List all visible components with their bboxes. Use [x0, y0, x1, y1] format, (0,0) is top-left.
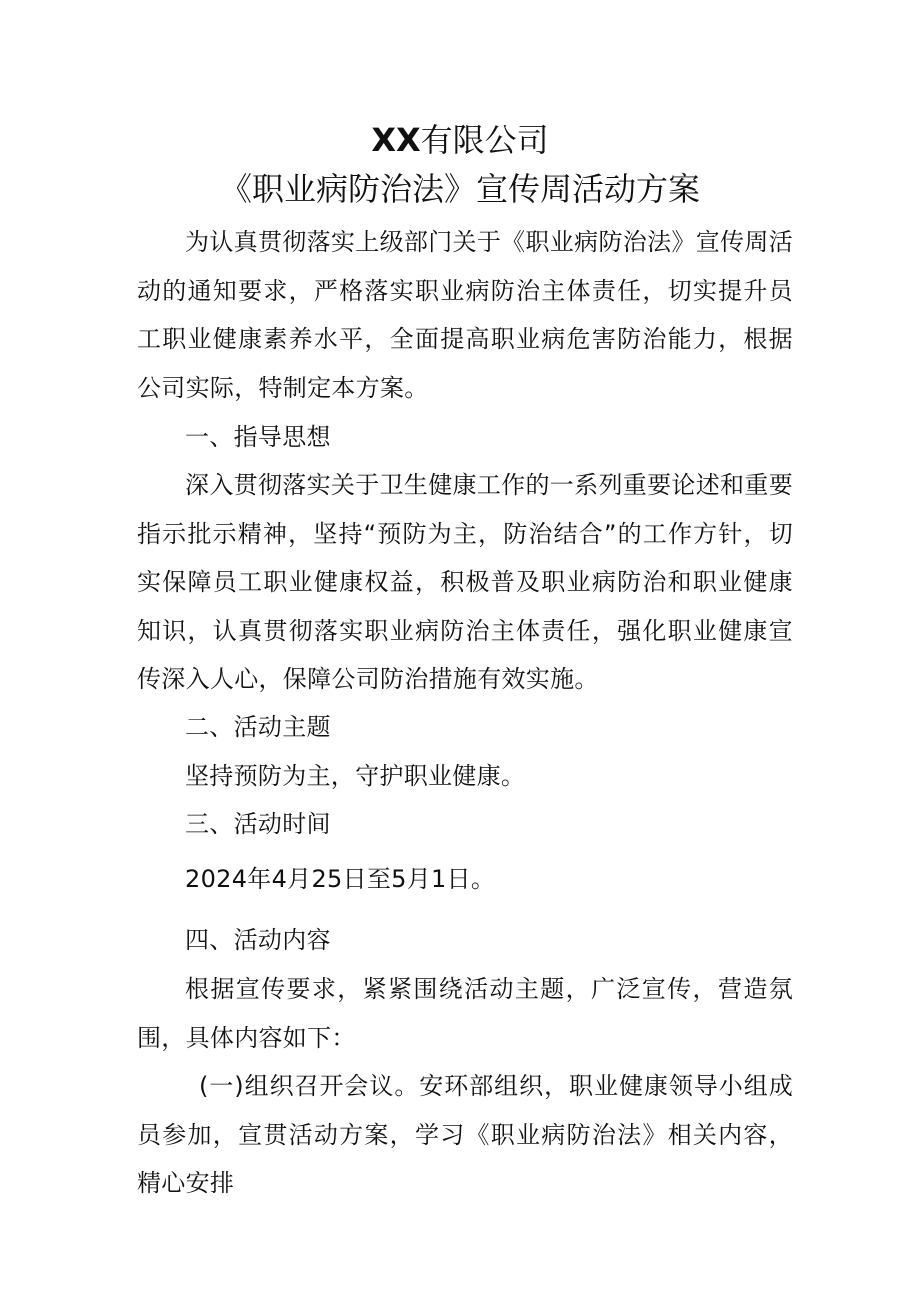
section-heading-activity-theme: 二、活动主题 [185, 713, 331, 741]
section-body-activity-time: 2024年4月25日至5月1日。 [185, 865, 496, 893]
company-title-rest: 有限公司 [420, 121, 549, 159]
section-body-guiding-ideology: 深入贯彻落实关于卫生健康工作的一系列重要论述和重要指示批示精神，坚持“预防为主，防治结合”的工作方针，切实保障员工职业健康权益，积极普及职业病防治和职业健康知识，认真贯彻落实职业病防治主体责任，强化职业健康宣传深入人心，保障公司防治措施有效实施。 [137, 471, 793, 693]
section-heading-guiding-ideology: 一、指导思想 [185, 423, 331, 451]
company-title [0, 120, 920, 160]
section-heading-activity-content: 四、活动内容 [185, 926, 331, 954]
company-title-latin: XX [371, 121, 421, 159]
section-body-activity-theme: 坚持预防为主，守护职业健康。 [185, 762, 526, 790]
content-item-1 [137, 1062, 793, 1208]
content-item-1-number: (一) [199, 1072, 244, 1100]
content-item-1-text: 组织召开会议。安环部组织，职业健康领导小组成员参加，宣贯活动方案，学习《职业病防治法》相关内容，精心安排 [137, 1072, 793, 1197]
section-heading-activity-time: 三、活动时间 [185, 810, 331, 838]
intro-paragraph: 为认真贯彻落实上级部门关于《职业病防治法》宣传周活动的通知要求，严格落实职业病防治主体责任，切实提升员工职业健康素养水平，全面提高职业病危害防治能力，根据公司实际，特制定本方案。 [137, 228, 793, 402]
document-title: 《职业病防治法》宣传周活动方案 [219, 170, 700, 208]
section-body-activity-content: 根据宣传要求，紧紧围绕活动主题，广泛宣传，营造氛围，具体内容如下： [137, 975, 793, 1052]
